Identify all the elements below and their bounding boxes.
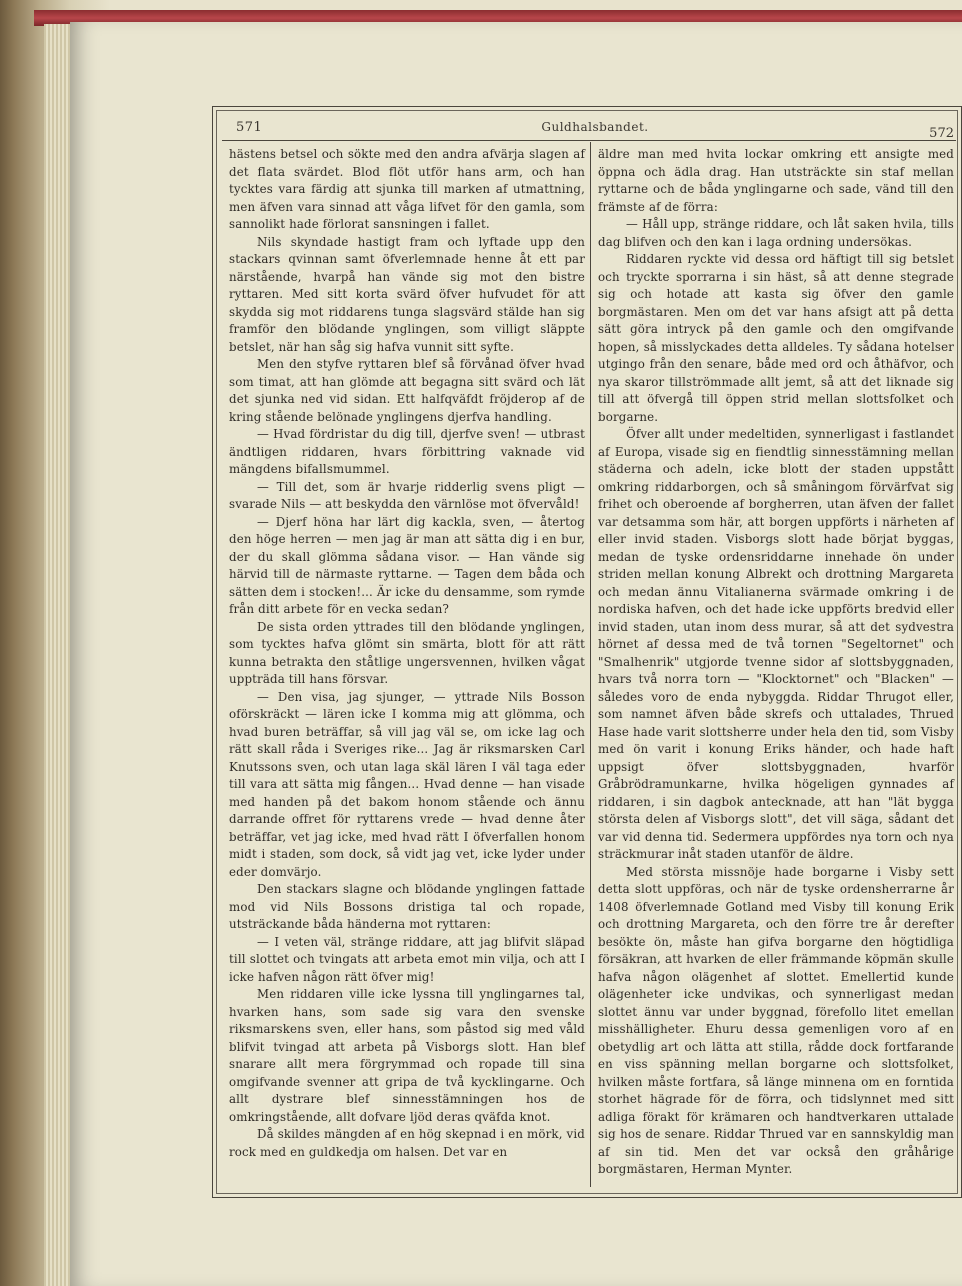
paragraph: Den stackars slagne och blödande ynglingen fattade mod vid Nils Bossons dristiga tal och ropade, utsträckande båda händerna mot ryttaren: — [229, 882, 585, 931]
paragraph: Med största missnöje hade borgarne i Visby sett detta slott uppföras, och när de tyske ordensherrarne år 1408 öfverlemnade Gotland med Visby till konung Erik och drottning Margareta, och den förre tre år derefter besökte ön, måste han gifva borgarne den högtidliga försäkran, att hvarken de eller främmande köpmän skulle hafva någon olägenhet af slottet. Emellertid kunde olägenheter icke undvikas, och synnerligast medan slottet ännu var under byggnad, förefollo litet emellan misshälligheter. Ehuru dessa gemenligen voro af en obetydlig art och lätta att stilla, rådde dock fortfarande en viss spänning mellan borgarne och slottsfolket, hvilken måste fortfara, så länge minnena om en forntida storhet hägrade för de förra, och tidslynnet med sitt adliga förakt för krämaren och handtverkaren uttalade sig hos de senare. Riddar Thrued var en sannskyldig man af sin tid. Men det var också den gråhårige borgmästaren, Herman Mynter. — [598, 864, 954, 1176]
paragraph: Men den styfve ryttaren blef så förvånad öfver hvad som timat, att han glömde att begagna sitt svärd och lät det sjunka ned vid sidan. Ett halfqväfdt fröjderop af de kring stående belönade ynglingens djerfva handling. — [229, 357, 585, 424]
paragraph: De sista orden yttrades till den blödande ynglingen, som tycktes hafva glömt sin smärta, blott för att rätt kunna betrakta den ståtlige ungersvennen, hvilken vågat uppträda till hans försvar. — [229, 619, 585, 686]
paragraph: — Den visa, jag sjunger, — yttrade Nils Bosson oförskräckt — lären icke I komma mig att glömma, och hvad buren beträffar, så vill jag väl se, om icke lag och rätt skall råda i Sveriges rike... Jag är riksmarsken Carl Knutssons sven, och utan laga skäl lären I väl taga eder till vara att sätta mig fången... Hvad denne — han visade med handen på det bakom honom stående och ännu darrande offret för ryttarens vrede — hvad denne åter beträffar, vet jag icke, med hvad rätt I öfverfallen honom midt i staden, som dock, så vidt jag vet, icke lyder under eder domvärjo. — [229, 689, 585, 879]
paragraph: äldre man med hvita lockar omkring ett ansigte med öppna och ädla drag. Han utsträckte sin staf mellan ryttarne och de båda ynglingarne och sade, vänd till den främste af de förra: — [598, 147, 954, 214]
page-number-left: 571 — [236, 120, 263, 135]
running-title: Guldhalsbandet. — [541, 120, 649, 134]
header-rule — [222, 140, 956, 141]
paragraph: — Till det, som är hvarje ridderlig svens pligt — svarade Nils — att beskydda den värnlöse mot öfvervåld! — [229, 479, 585, 511]
paragraph: — Håll upp, stränge riddare, och låt saken hvila, tills dag blifven och den kan i laga ordning undersökas. — [598, 217, 954, 249]
paragraph: — I veten väl, stränge riddare, att jag blifvit släpad till slottet och tvingats att arbeta emot min vilja, och att I icke hafven någon rätt öfver mig! — [229, 934, 585, 984]
page-header — [230, 118, 960, 140]
left-column — [229, 146, 585, 1161]
column-divider — [590, 142, 591, 1187]
paragraph: Nils skyndade hastigt fram och lyftade upp den stackars qvinnan samt öfverlemnade henne åt ett par närstående, hvarpå han vände sig mot den bistre ryttaren. Med sitt korta svärd öfver hufvudet för att skydda sig mot riddarens tunga slagsvärd stälde han sig framför den blödande ynglingen, som villigt släppte betslet, när han såg sig hafva vunnit sitt syfte. — [229, 234, 585, 354]
paragraph: Riddaren ryckte vid dessa ord häftigt till sig betslet och tryckte sporrarna i sin häst, så att denne stegrade sig och hotade att kasta sig öfver den gamle borgmästaren. Men om det var hans afsigt att på detta sätt göra intryck på den gamle och den omgifvande hopen, så misslyckades detta alldeles. Ty sådana hotelser utgingo från den senare, både med ord och åthäfvor, och nya skaror tillströmmade allt jemt, så att det liknade sig till att öfvergå till öppen strid mellan slottsfolket och borgarne. — [598, 252, 954, 424]
paragraph: Då skildes mängden af en hög skepnad i en mörk, vid rock med en guldkedja om halsen. Det var en — [229, 1127, 585, 1159]
paragraph: — Djerf höna har lärt dig kackla, sven, — återtog den höge herren — men jag är man att sätta dig i en bur, der du skall glömma sådana visor. — Han vände sig härvid till de närmaste ryttarne. — Tagen dem båda och sätten dem i stocken!... Är icke du densamme, som rymde från ditt arbete för en vecka sedan? — [229, 514, 585, 616]
paragraph: — Hvad fördristar du dig till, djerfve sven! — utbrast ändtligen riddaren, hvars förbittring vaknade vid mängdens bifallsmummel. — [229, 427, 585, 476]
paragraph: Men riddaren ville icke lyssna till ynglingarnes tal, hvarken hans, som sade sig vara den svenske riksmarskens sven, eller hans, som påstod sig med våld blifvit tvingad att arbeta på Visborgs slott. Han blef snarare allt mera förgrymmad och ropade till sina omgifvande svenner att gripa de två kycklingarne. Och allt dystrare blef sinnesstämningen hos de omkringstående, allt dofvare ljöd deras qväfda knot. — [229, 987, 585, 1124]
paragraph: hästens betsel och sökte med den andra afvärja slagen af det flata svärdet. Blod flöt utför hans arm, och han tycktes vara färdig att sjunka till marken af utmattning, men äfven vara sinnad att våga lifvet för den gamla, som sannolikt hade förlorat sansningen i fallet. — [229, 147, 585, 231]
paragraph: Öfver allt under medeltiden, synnerligast i fastlandet af Europa, visade sig en fiendtlig sinnesstämning mellan städerna och adeln, icke blott der staden uppstått omkring riddarborgen, och så småningom förvärfvat sig frihet och oberoende af borgherren, utan äfven der fallet var detsamma som här, att borgen uppförts i närheten af eller invid staden. Visborgs slott hade börjat byggas, medan de tyske ordensriddarne innehade ön under striden mellan konung Albrekt och drottning Margareta och medan ännu Vitalianerna svärmade omkring i de nordiska hafven, och det hade icke uppförts bredvid eller invid staden, utan inom dess murar, så att det sydvestra hörnet af dessa med de två tornen "Segeltornet" och "Smalhenrik" utgjorde tvenne sidor af slottsbyggnaden, hvars två norra torn — "Klocktornet" och "Blacken" — således voro de enda nybyggda. Riddar Thrugot eller, som namnet äfven både skrefs och uttalades, Thrued Hase hade varit slottsherre under hela den tid, som Visby med ön varit i konung Eriks händer, och hade haft uppsigt öfver slottsbyggnaden, hvarför Gråbrödramunkarne, hvilka högeligen gynnades af riddaren, i sin dagbok antecknade, att han "lät bygga största delen af Visborgs slott", det vill säga, sådant det var vid denna tid. Sedermera uppfördes nya torn och nya sträckmurar inåt staden utanför de äldre. — [598, 427, 954, 861]
right-column — [598, 146, 954, 1179]
page-number-right: 572 — [929, 126, 954, 141]
